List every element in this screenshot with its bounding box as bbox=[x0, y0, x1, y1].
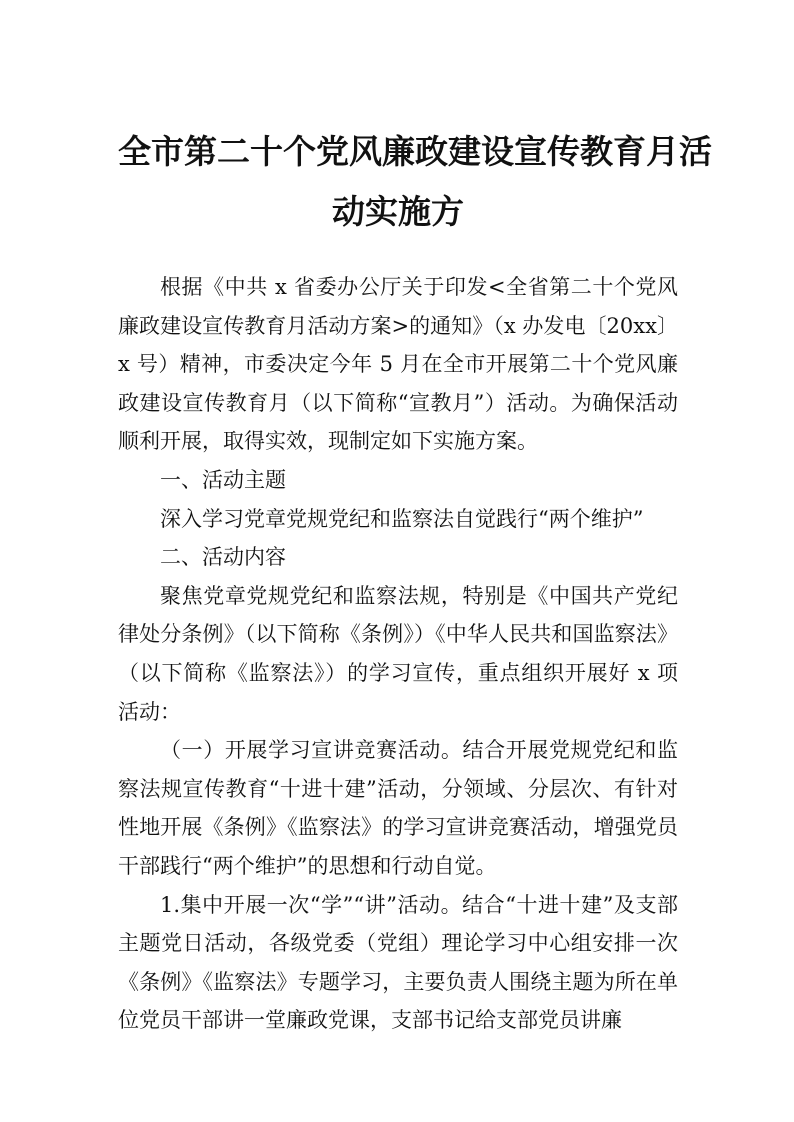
title-line-2: 动实施方 bbox=[332, 192, 464, 231]
paragraph-content: 聚焦党章党规党纪和监察法规，特别是《中国共产党纪律处分条例》（以下简称《条例》）《中华人民共和国监察法》（以下简称《监察法》）的学习宣传，重点组织开展好 x 项活动： bbox=[118, 583, 678, 724]
paragraph-item-1: （一）开展学习宣讲竞赛活动。结合开展党规党纪和监察法规宣传教育“十进十建”活动，分领域、分层次、有针对性地开展《条例》《监察法》的学习宣讲竞赛活动，增强党员干部践行“两个维护”的思想和行动自觉。 bbox=[118, 738, 678, 878]
document-body bbox=[118, 268, 678, 1040]
document-title bbox=[118, 122, 712, 242]
heading-activity-theme: 一、活动主题 bbox=[160, 467, 286, 492]
paragraph-intro: 根据《中共 x 省委办公厅关于印发<全省第二十个党风廉政建设宣传教育月活动方案>的通知》（x 办发电〔20xx〕x 号）精神，市委决定今年 5 月在全市开展第二十个党风廉政建设宣传教育月（以下简称“宣教月”）活动。为确保活动顺利开展，取得实效，现制定如下实施方案。 bbox=[118, 275, 678, 454]
paragraph-subitem-1: 1.集中开展一次“学”“讲”活动。结合“十进十建”及支部主题党日活动，各级党委（党组）理论学习中心组安排一次《条例》《监察法》专题学习，主要负责人围绕主题为所在单位党员干部讲一堂廉政党课，支部书记给支部党员讲廉 bbox=[118, 892, 678, 1033]
title-line-1: 全市第二十个党风廉政建设宣传教育月活 bbox=[118, 132, 712, 171]
heading-activity-content: 二、活动内容 bbox=[160, 545, 286, 570]
paragraph-theme: 深入学习党章党规党纪和监察法自觉践行“两个维护” bbox=[160, 506, 644, 531]
